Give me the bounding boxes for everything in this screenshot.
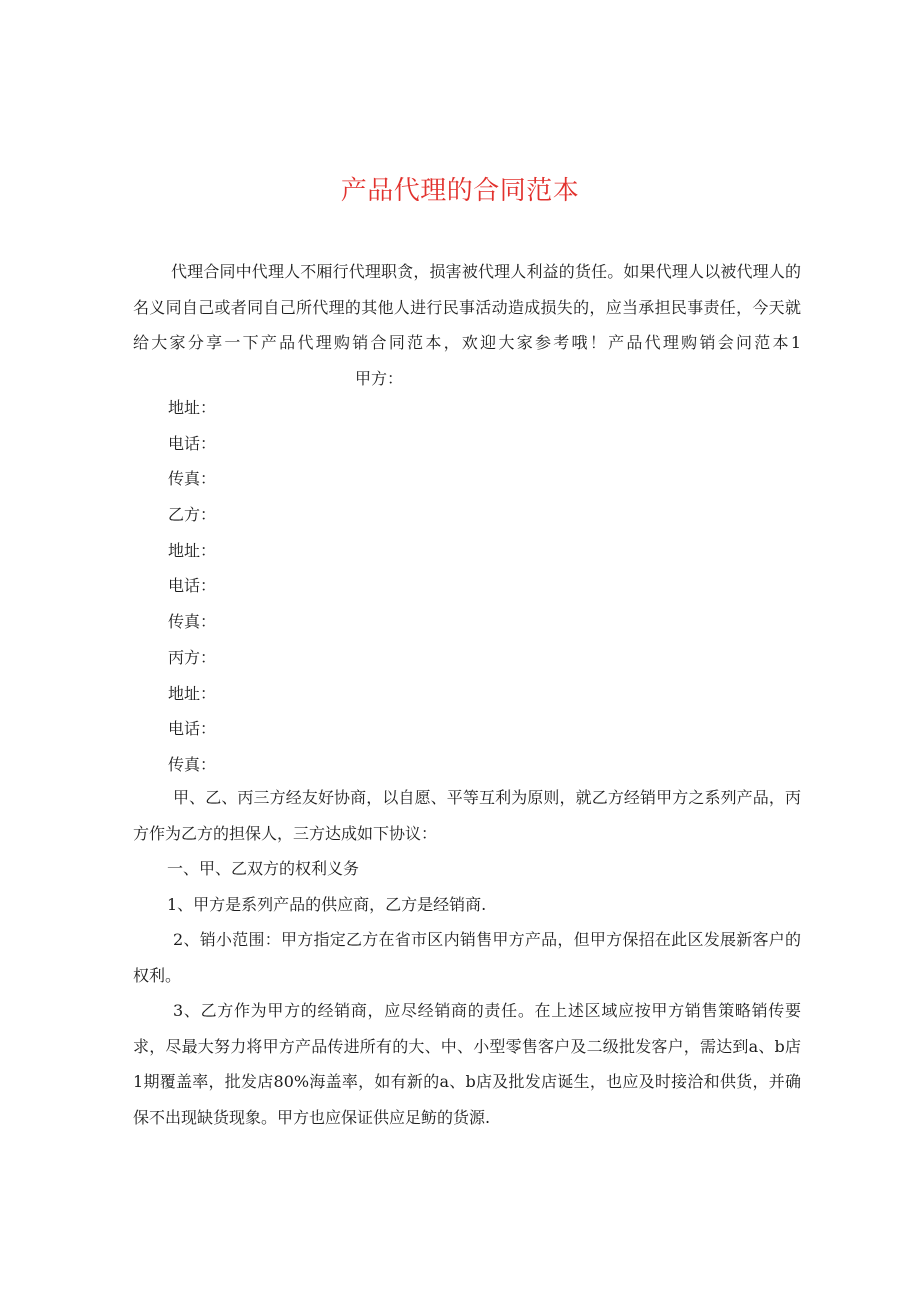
party-a-label: 甲方：	[355, 368, 404, 388]
party-a-fax-label: 传真：	[168, 469, 217, 489]
clause-2: 2、销小范围：甲方指定乙方在省市区内销售甲方产品，但甲方保招在此区发展新客户的权利。	[133, 930, 801, 985]
contract-body	[133, 780, 801, 1135]
party-c-phone-label: 电话：	[168, 719, 217, 739]
agreement-paragraph: 甲、乙、丙三方经友好协商，以自愿、平等互利为原则，就乙方经销甲方之系列产品，丙方作为乙方的担保人，三方达成如下协议：	[133, 788, 801, 843]
party-b-fax-label: 传真：	[168, 612, 217, 632]
party-c-fax-label: 传真：	[168, 754, 217, 774]
intro-text: 代理合同中代理人不厢行代理职贪，损害被代理人利益的货任。如果代理人以被代理人的名义同自己或者同自己所代理的其他人进行民事活动造成损失的，应当承担民事责任，今天就给大家分享一下产品代理购销合同范本，欢迎大家参考哦！产品代理购销会问范本1	[133, 262, 801, 352]
party-b-label: 乙方：	[168, 505, 217, 525]
party-b-phone-label: 电话：	[168, 576, 217, 596]
party-a-address-label: 地址：	[168, 398, 217, 417]
intro-paragraph	[133, 254, 801, 396]
party-c-address-label: 地址：	[168, 683, 217, 703]
party-fields	[168, 390, 216, 783]
clause-3: 3、乙方作为甲方的经销商，应尽经销商的责任。在上述区域应按甲方销售策略销传要求，尽最大努力将甲方产品传进所有的大、中、小型零售客户及二级批发客户，需达到a、b店1期覆盖率，批发店80%海盖率，如有新的a、b店及批发店诞生，也应及时接洽和供货，并确保不出现缺货现象。甲方也应保证供应足鲂的货源.	[133, 1001, 801, 1127]
clause-1: 1、甲方是系列产品的供应商，乙方是经销商.	[167, 894, 487, 914]
party-c-label: 丙方：	[168, 647, 217, 667]
party-b-address-label: 地址：	[168, 540, 217, 560]
party-a-phone-label: 电话：	[168, 433, 217, 453]
section-1-heading: 一、甲、乙双方的权利义务	[167, 859, 360, 878]
document-title: 产品代理的合同范本	[340, 176, 580, 206]
